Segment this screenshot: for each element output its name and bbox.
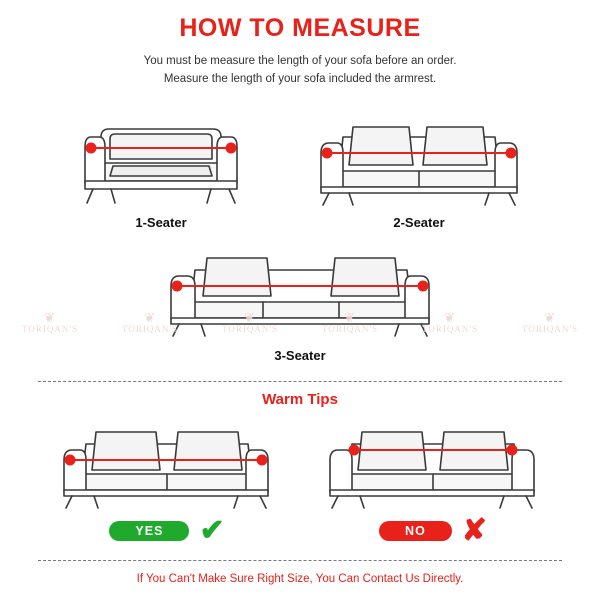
warm-tips-heading: Warm Tips [262,390,338,408]
flame-icon: ❦ [344,309,356,325]
check-icon: ✔ [199,513,225,547]
watermark-text: TORIQAN'S [322,324,378,335]
sofa-row-middle [0,236,600,363]
subtitle-line-2: Measure the length of your sofa included the armrest. [163,72,437,85]
watermark-text: TORIQAN'S [422,324,478,335]
sofa-row-top [0,103,600,230]
no-verdict [379,513,487,547]
no-sofa-illustration [318,414,548,512]
sofa-one-seater [71,103,251,230]
flame-icon: ❦ [444,309,456,325]
two-seater-illustration [309,103,529,213]
watermark-text: TORIQAN'S [522,324,578,335]
three-seater-caption: 3-Seater [274,347,326,363]
cross-icon: ✘ [461,513,487,547]
watermark-text: TORIQAN'S [122,324,178,335]
page-subtitle [0,53,600,89]
flame-icon: ❦ [544,309,556,325]
divider-top [38,381,562,382]
yes-verdict [109,513,225,547]
yes-badge: YES [109,521,189,541]
sofa-three-seater [155,236,445,363]
tip-incorrect [318,414,548,546]
flame-icon: ❦ [244,309,256,325]
tips-row [0,414,600,546]
footer-note: If You Can't Make Sure Right Size, You Can Contact Us Directly. [136,572,464,585]
one-seater-illustration [71,103,251,213]
divider-bottom [38,560,562,561]
flame-icon: ❦ [144,309,156,325]
how-to-measure-infographic [0,14,600,614]
subtitle-line-1: You must be measure the length of your sofa before an order. [143,55,457,67]
no-badge: NO [379,521,452,541]
watermark-text: TORIQAN'S [222,324,278,335]
page-title: HOW TO MEASURE [179,14,421,42]
yes-sofa-illustration [52,414,282,512]
one-seater-caption: 1-Seater [135,214,187,230]
sofa-two-seater [309,103,529,230]
two-seater-caption: 2-Seater [393,214,445,230]
flame-icon: ❦ [44,309,56,325]
three-seater-illustration [155,236,445,346]
watermark-text: TORIQAN'S [22,324,78,335]
tip-correct [52,414,282,546]
